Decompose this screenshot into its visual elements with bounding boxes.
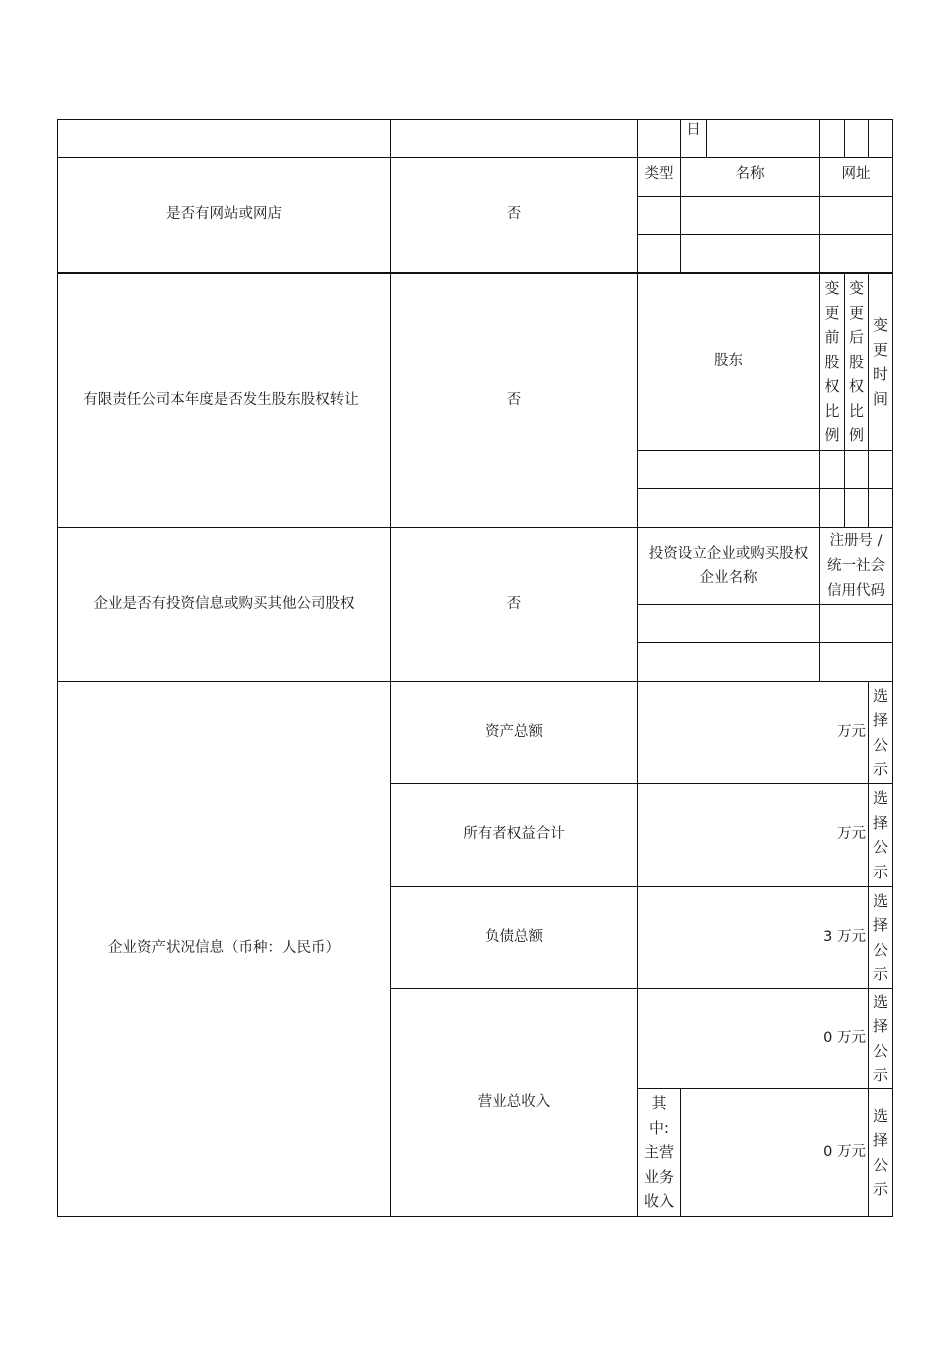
revenue-value[interactable]: 0 万元 <box>823 1029 866 1046</box>
owner-equity-value[interactable]: 万元 <box>837 826 866 843</box>
main-revenue-publicity[interactable]: 选择公示 <box>872 1106 888 1198</box>
rule <box>706 119 707 157</box>
liabilities-label: 负债总额 <box>485 928 543 945</box>
rule <box>844 119 845 157</box>
equity-col-after: 变更后股权比例 <box>848 279 864 445</box>
rule <box>637 488 893 489</box>
investment-answer[interactable]: 否 <box>506 595 522 612</box>
main-revenue-value[interactable]: 0 万元 <box>823 1143 866 1160</box>
equity-col-before: 变更前股权比例 <box>824 279 840 445</box>
rule <box>637 234 893 235</box>
website-col-url: 网址 <box>841 166 871 183</box>
rule <box>637 450 893 451</box>
rule <box>57 119 893 120</box>
equity-col-time: 变更时间 <box>872 316 888 408</box>
main-revenue-label: 其中:主营业务收入 <box>643 1094 674 1211</box>
assets-total-publicity[interactable]: 选择公示 <box>872 686 888 778</box>
website-col-name: 名称 <box>735 166 765 183</box>
assets-total-value[interactable]: 万元 <box>837 723 866 740</box>
liabilities-publicity[interactable]: 选择公示 <box>872 891 888 983</box>
rule <box>637 604 893 605</box>
equity-col-shareholder: 股东 <box>714 353 743 370</box>
investment-col-code: 注册号 / 统一社会信用代码 <box>827 532 885 599</box>
rule <box>57 1216 893 1217</box>
website-answer[interactable]: 否 <box>506 206 522 223</box>
assets-total-label: 资产总额 <box>485 723 543 740</box>
owner-equity-publicity[interactable]: 选择公示 <box>872 789 888 881</box>
investment-col-company: 投资设立企业或购买股权企业名称 <box>648 546 809 586</box>
equity-transfer-answer[interactable]: 否 <box>506 391 522 408</box>
assets-section-title: 企业资产状况信息（币种：人民币） <box>108 940 340 957</box>
website-question: 是否有网站或网店 <box>166 206 282 223</box>
rule <box>637 642 893 643</box>
rule <box>819 119 820 157</box>
liabilities-value[interactable]: 3 万元 <box>823 928 866 945</box>
rule <box>868 119 869 157</box>
revenue-publicity[interactable]: 选择公示 <box>872 992 888 1084</box>
website-col-type: 类型 <box>644 166 674 183</box>
rule <box>637 196 893 197</box>
investment-question: 企业是否有投资信息或购买其他公司股权 <box>93 595 355 612</box>
revenue-label: 营业总收入 <box>477 1093 551 1110</box>
equity-transfer-question: 有限责任公司本年度是否发生股东股权转让 <box>83 391 359 408</box>
date-day-label: 日 <box>686 122 701 139</box>
rule <box>892 119 893 1217</box>
owner-equity-label: 所有者权益合计 <box>463 826 565 843</box>
